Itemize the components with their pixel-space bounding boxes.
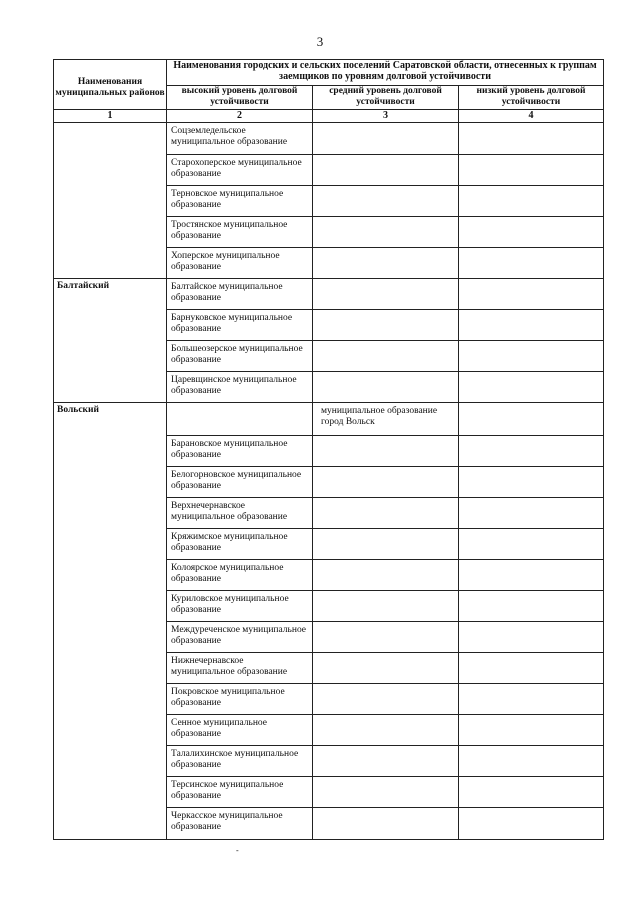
- settlement-name: Черкасское муниципальное образование: [167, 808, 313, 840]
- header-districts: Наименования муниципальных районов: [54, 60, 167, 110]
- settlement-name: Сенное муниципальное образование: [167, 715, 313, 746]
- settlement-name: Нижнечернавское муниципальное образование: [167, 653, 313, 684]
- column-number-3: 3: [313, 110, 459, 123]
- settlement-name: Тростянское муниципальное образование: [167, 217, 313, 248]
- settlement-name: Терсинское муниципальное образование: [167, 777, 313, 808]
- table-row: [54, 123, 604, 155]
- settlement-name: Белогорновское муниципальное образование: [167, 467, 313, 498]
- table-row: [54, 279, 604, 310]
- settlement-name: Междуреченское муниципальное образование: [167, 622, 313, 653]
- settlement-name: Куриловское муниципальное образование: [167, 591, 313, 622]
- district-baltaysky: Балтайский: [54, 279, 167, 403]
- debt-sustainability-table: [53, 59, 604, 840]
- settlement-name: Барановское муниципальное образование: [167, 436, 313, 467]
- settlement-name: Хоперское муниципальное образование: [167, 248, 313, 279]
- settlement-name: Терновское муниципальное образование: [167, 186, 313, 217]
- settlement-name: Соцземледельское муниципальное образование: [167, 123, 313, 155]
- settlement-name: Большеозерское муниципальное образование: [167, 341, 313, 372]
- header-high-level: высокий уровень долговой устойчивости: [167, 86, 313, 110]
- settlement-name: Кряжимское муниципальное образование: [167, 529, 313, 560]
- header-low-level: низкий уровень долговой устойчивости: [459, 86, 604, 110]
- district-volsky: Вольский: [54, 403, 167, 840]
- footer-mark: -: [236, 846, 239, 855]
- settlement-name: Барнуковское муниципальное образование: [167, 310, 313, 341]
- settlement-name: Верхнечернавское муниципальное образование: [167, 498, 313, 529]
- page-number: 3: [316, 34, 324, 49]
- settlement-name: Царевщинское муниципальное образование: [167, 372, 313, 403]
- district-cell-continued: [54, 123, 167, 279]
- table-row: [54, 403, 604, 436]
- header-group: Наименования городских и сельских поселений Саратовской области, отнесенных к группам заемщиков по уровням долговой устойчивости: [167, 60, 604, 86]
- settlement-name: Колоярское муниципальное образование: [167, 560, 313, 591]
- column-number-2: 2: [167, 110, 313, 123]
- settlement-name-mid: муниципальное образование город Вольск: [313, 403, 459, 436]
- column-number-4: 4: [459, 110, 604, 123]
- settlement-name: Талалихинское муниципальное образование: [167, 746, 313, 777]
- settlement-name: Балтайское муниципальное образование: [167, 279, 313, 310]
- settlement-name: Старохоперское муниципальное образование: [167, 155, 313, 186]
- column-number-1: 1: [54, 110, 167, 123]
- header-mid-level: средний уровень долговой устойчивости: [313, 86, 459, 110]
- settlement-name: Покровское муниципальное образование: [167, 684, 313, 715]
